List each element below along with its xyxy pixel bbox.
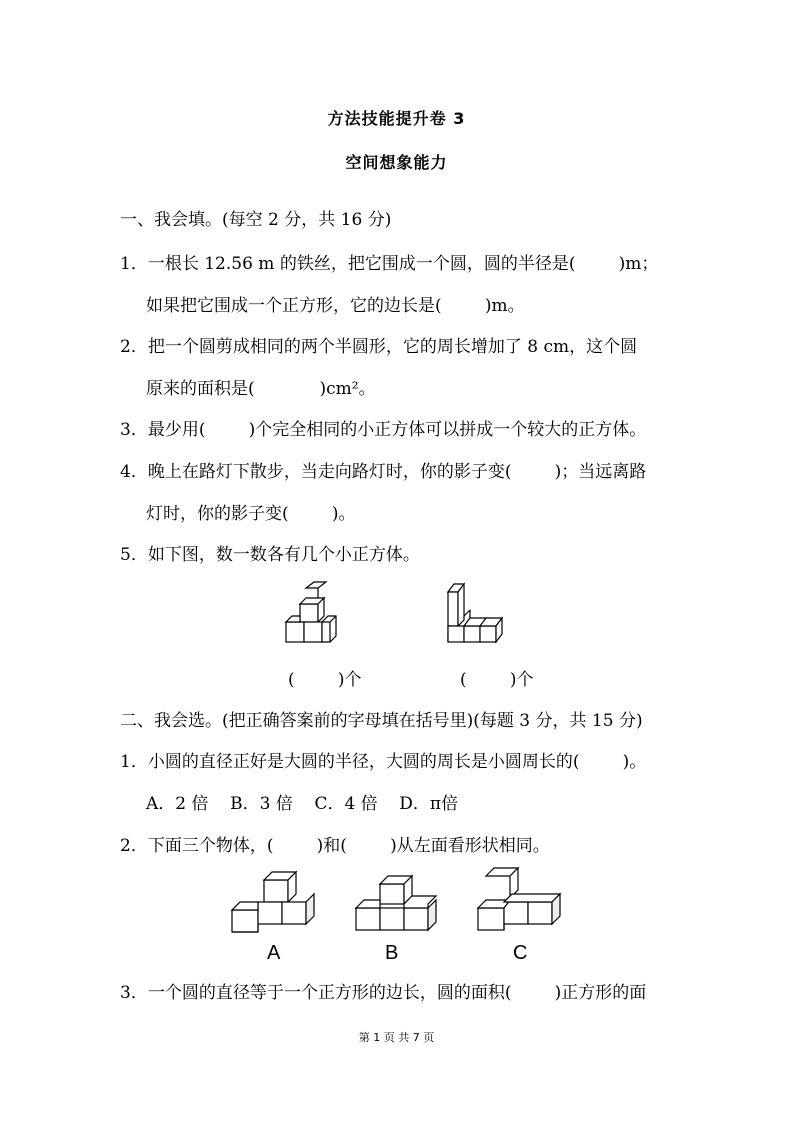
s2-q2: 2．下面三个物体，( )和( )从左面看形状相同。 bbox=[120, 836, 550, 856]
s1-q3: 3．最少用( )个完全相同的小正方体可以拼成一个较大的正方体。 bbox=[120, 420, 647, 440]
q5-figure-left bbox=[282, 580, 344, 652]
q2-label-a: A bbox=[267, 942, 281, 964]
q2-label-c: C bbox=[513, 942, 528, 964]
q2-figure-a bbox=[228, 868, 324, 936]
q5-answer-right: ( )个 bbox=[460, 670, 534, 690]
s1-q1-line1: 1．一根长 12.56 m 的铁丝，把它围成一个圆，圆的半径是( )m； bbox=[120, 254, 659, 274]
s1-q2-line2: 原来的面积是( )cm²。 bbox=[146, 379, 376, 399]
s1-q1-line2: 如果把它围成一个正方形，它的边长是( )m。 bbox=[146, 296, 525, 316]
q2-label-b: B bbox=[385, 942, 399, 964]
q5-figure-right bbox=[444, 580, 510, 652]
s1-q2-line1: 2．把一个圆剪成相同的两个半圆形，它的周长增加了 8 cm，这个圆 bbox=[120, 337, 638, 357]
s2-q1-options: A．2 倍 B．3 倍 C．4 倍 D．π倍 bbox=[146, 794, 459, 814]
page-footer: 第 1 页 共 7 页 bbox=[358, 1031, 435, 1044]
s2-q1: 1．小圆的直径正好是大圆的半径，大圆的周长是小圆周长的( )。 bbox=[120, 752, 647, 772]
page-title: 方法技能提升卷 3 bbox=[327, 109, 466, 128]
s1-q4-line2: 灯时，你的影子变( )。 bbox=[146, 504, 356, 524]
s1-q5: 5．如下图，数一数各有几个小正方体。 bbox=[120, 545, 420, 565]
page-subtitle: 空间想象能力 bbox=[345, 153, 448, 172]
q2-figure-b bbox=[352, 868, 442, 936]
section2-heading: 二、我会选。(把正确答案前的字母填在括号里)(每题 3 分，共 15 分) bbox=[120, 711, 643, 731]
section1-heading: 一、我会填。(每空 2 分，共 16 分) bbox=[120, 210, 392, 230]
s1-q4-line1: 4．晚上在路灯下散步，当走向路灯时，你的影子变( )；当远离路 bbox=[120, 462, 647, 482]
q5-answer-left: ( )个 bbox=[288, 670, 362, 690]
s2-q3-line1: 3．一个圆的直径等于一个正方形的边长，圆的面积( )正方形的面 bbox=[120, 983, 647, 1003]
q2-figure-c bbox=[474, 864, 570, 936]
